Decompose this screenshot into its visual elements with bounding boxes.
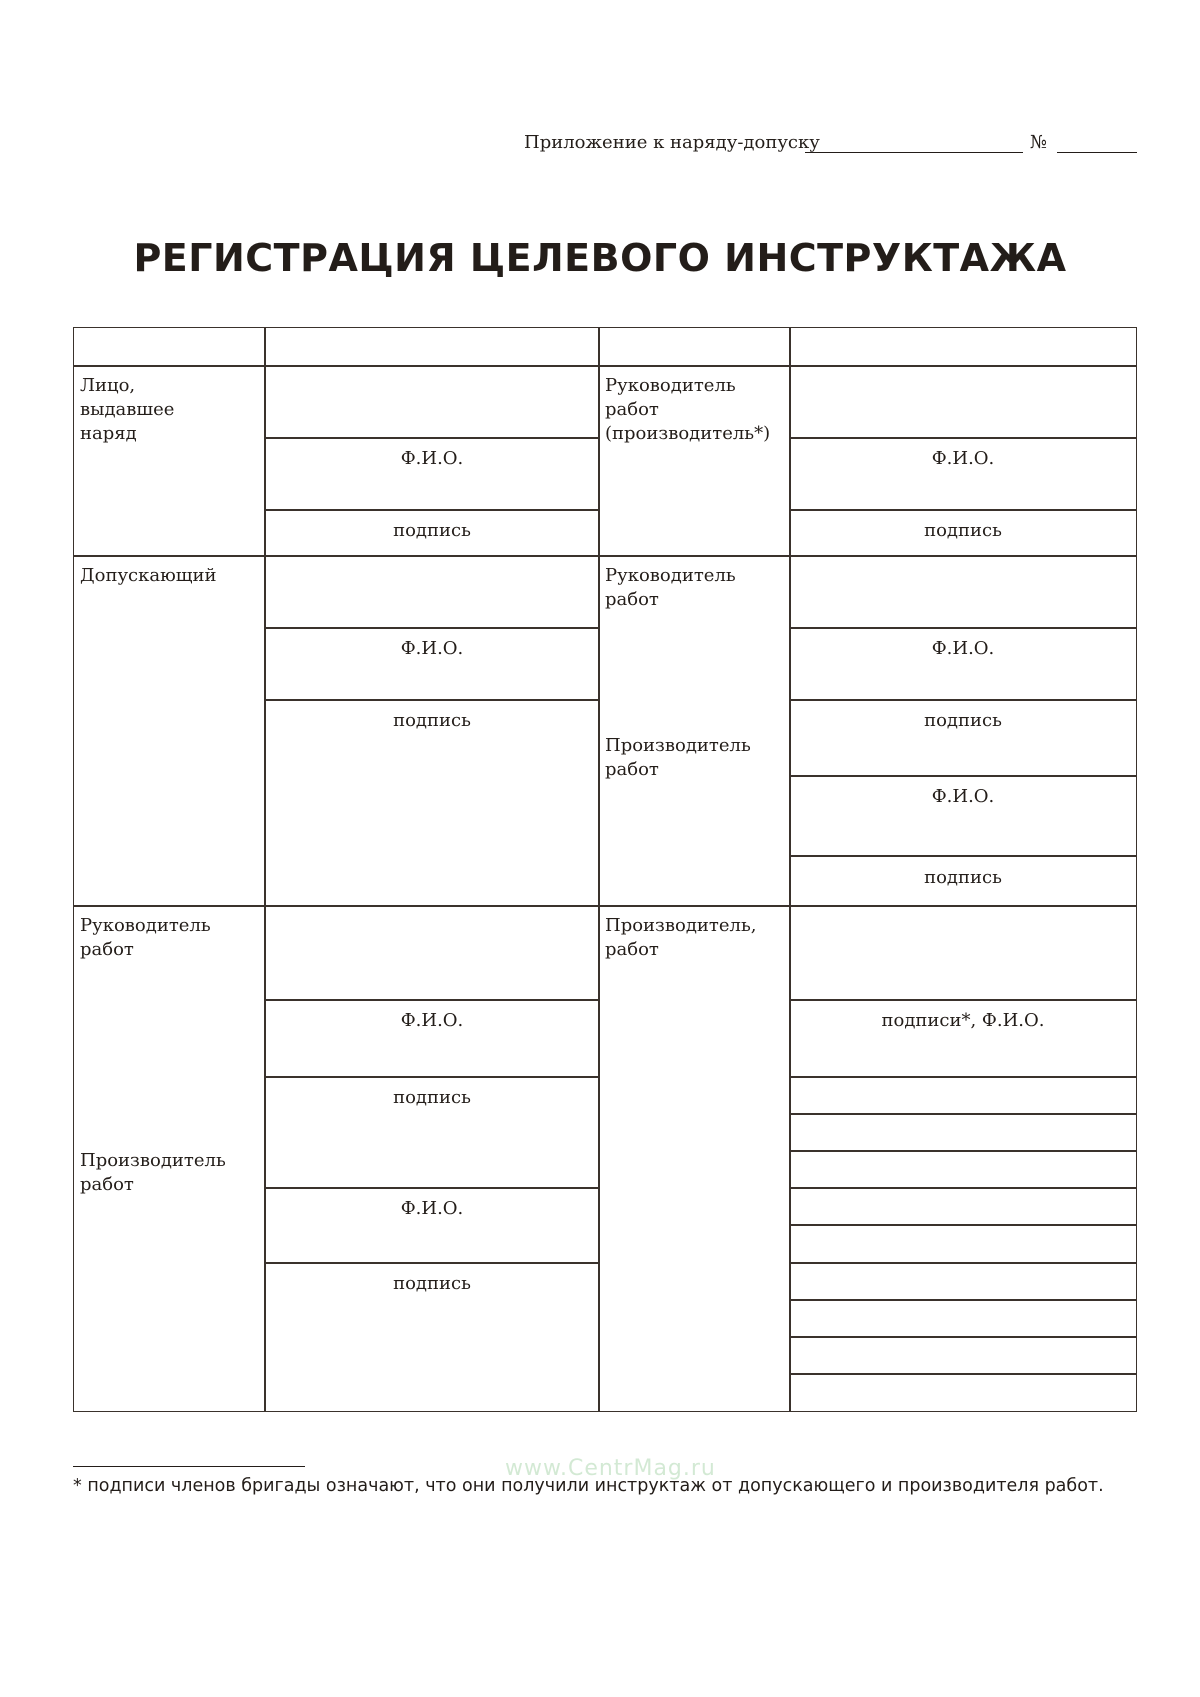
brigade-row[interactable]: [789, 1299, 1137, 1338]
brigade-row[interactable]: [789, 1224, 1137, 1264]
s3-manager-sign-caption: подпись: [393, 1087, 471, 1108]
s2-producer-fio-caption: Ф.И.О.: [931, 786, 995, 807]
footnote-divider: [73, 1466, 305, 1467]
s3-manager-fio-caption: Ф.И.О.: [400, 1010, 464, 1031]
manager-fio-input[interactable]: [789, 365, 1137, 439]
manager-sign-caption: подпись: [924, 520, 1002, 541]
brigade-row[interactable]: [789, 1262, 1137, 1301]
brigade-row[interactable]: [789, 1113, 1137, 1152]
s3-producer-fio-caption: Ф.И.О.: [400, 1198, 464, 1219]
issuer-fio-caption: Ф.И.О.: [400, 448, 464, 469]
work-manager-producer-label: Руководитель работ (производитель*): [605, 375, 771, 444]
header-cell-4[interactable]: [789, 327, 1137, 367]
s2-manager-sign-caption: подпись: [924, 710, 1002, 731]
brigade-signatures-caption: подписи*, Ф.И.О.: [881, 1010, 1045, 1031]
admitter-fio-caption: Ф.И.О.: [400, 638, 464, 659]
section2-left-label-cell: [73, 555, 266, 907]
work-producer-label: Производитель работ: [605, 735, 751, 780]
admitter-sign-caption: подпись: [393, 710, 471, 731]
brigade-row[interactable]: [789, 1187, 1137, 1226]
manager-fio-caption: Ф.И.О.: [931, 448, 995, 469]
s2-producer-sign-caption: подпись: [924, 867, 1002, 888]
brigade-header-input[interactable]: [789, 905, 1137, 1001]
brigade-row[interactable]: [789, 1336, 1137, 1375]
header-cell-3[interactable]: [598, 327, 791, 367]
issuer-fio-input[interactable]: [264, 365, 600, 439]
work-manager-label: Руководитель работ: [605, 565, 736, 610]
brigade-row[interactable]: [789, 1076, 1137, 1115]
admitter-fio-input[interactable]: [264, 555, 600, 629]
number-label: №: [1030, 132, 1048, 153]
footnote: * подписи членов бригады означают, что они получили инструктаж от допускающего и производителя работ.: [73, 1476, 1104, 1496]
appendix-label: Приложение к наряду-допуску: [524, 132, 820, 153]
s2-manager-fio-input[interactable]: [789, 555, 1137, 629]
section3-right-label-cell: [598, 905, 791, 1412]
header-cell-2[interactable]: [264, 327, 600, 367]
page-title: РЕГИСТРАЦИЯ ЦЕЛЕВОГО ИНСТРУКТАЖА: [133, 236, 1067, 280]
header-cell-1[interactable]: [73, 327, 266, 367]
brigade-row[interactable]: [789, 1150, 1137, 1189]
brigade-row[interactable]: [789, 1373, 1137, 1412]
s3-work-manager-label: Руководитель работ: [80, 915, 211, 960]
s2-manager-fio-caption: Ф.И.О.: [931, 638, 995, 659]
issuer-label: Лицо, выдавшее наряд: [80, 375, 175, 444]
admitter-label: Допускающий: [80, 565, 217, 586]
s3-manager-fio-input[interactable]: [264, 905, 600, 1001]
s3-work-producer-label: Производитель работ: [80, 1150, 226, 1195]
s3-producer-brigade-label: Производитель, работ: [605, 915, 757, 960]
s3-producer-sign-caption: подпись: [393, 1273, 471, 1294]
watermark: www.CentrMag.ru: [505, 1456, 716, 1481]
issuer-sign-caption: подпись: [393, 520, 471, 541]
